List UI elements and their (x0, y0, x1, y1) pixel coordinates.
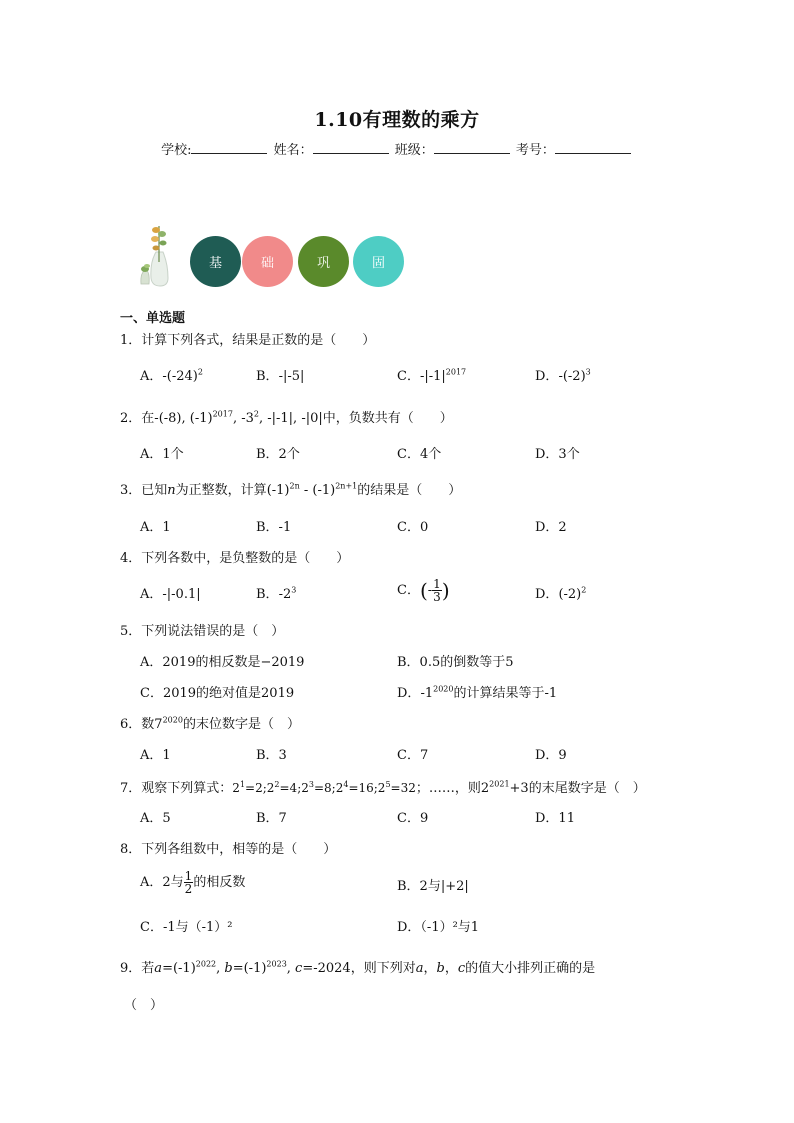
school-label: 学校: (161, 143, 192, 158)
question-6: 6．数$7^{2020}$的末位数字是（ ） (120, 715, 300, 732)
question-7: 7．观察下列算式：$2^1=2;2^2=4;2^3=8;2^4=16;2^5=32$；……，则$2^{2021}+3$的末尾数字是（ ） (120, 779, 646, 796)
name-label: 姓名： (273, 143, 313, 158)
school-blank[interactable] (191, 141, 267, 154)
q6-option-d[interactable]: D．9 (535, 748, 567, 763)
q6-option-b[interactable]: B．3 (256, 748, 287, 763)
question-9-parens: （ ） (124, 998, 164, 1013)
q7-option-a[interactable]: A．5 (140, 811, 171, 826)
q6-option-a[interactable]: A．1 (140, 748, 171, 763)
question-5: 5．下列说法错误的是（ ） (120, 624, 285, 639)
q6-option-c[interactable]: C．7 (397, 748, 429, 763)
q8-option-a[interactable]: A．2与 $\frac{1}{2}$ 的相反数 (140, 869, 246, 896)
q2-option-b[interactable]: B．2个 (256, 447, 300, 462)
question-3: 3．已知n为正整数，计算$(-1)^{2n} - (-1)^{2n+1}$的结果是（ ） (120, 481, 462, 498)
q3-option-a[interactable]: A．1 (140, 520, 171, 535)
q2-option-a[interactable]: A．1个 (140, 447, 184, 462)
banner-circle-1: 基 (190, 236, 241, 287)
question-1: 1．计算下列各式，结果是正数的是（ ） (120, 333, 376, 348)
question-8: 8．下列各组数中，相等的是（ ） (120, 842, 337, 857)
id-label: 考号： (515, 143, 555, 158)
q4-option-d[interactable]: D．$(-2)^2$ (535, 585, 587, 602)
q5-option-d[interactable]: D．$-1^{2020}$的计算结果等于-1 (397, 684, 558, 701)
q2-option-d[interactable]: D．3个 (535, 447, 580, 462)
q4-option-a[interactable]: A．-|-0.1| (140, 587, 201, 602)
q2-option-c[interactable]: C．4个 (397, 447, 442, 462)
plant-vase-icon (138, 222, 178, 288)
page-title: 1.10有理数的乘方 (314, 109, 480, 131)
q5-option-a[interactable]: A．2019的相反数是−2019 (140, 655, 305, 670)
class-label: 班级： (394, 143, 434, 158)
section-heading: 一、单选题 (120, 311, 186, 326)
question-9: 9．若$a=(-1)^{2022}$, $b=(-1)^{2023}$, c=-2024，则下列对a，b，c的值大小排列正确的是 (120, 959, 596, 976)
q7-option-b[interactable]: B．7 (256, 811, 287, 826)
q4-option-b[interactable]: B．$-2^3$ (256, 585, 297, 602)
question-2: 2．在-(-8), $(-1)^{2017}$, $-3^2$, -|-1|, -|0|中，负数共有（ ） (120, 409, 453, 426)
q3-option-c[interactable]: C．0 (397, 520, 429, 535)
q3-option-b[interactable]: B．-1 (256, 520, 292, 535)
question-4: 4．下列各数中，是负整数的是（ ） (120, 551, 350, 566)
q3-option-d[interactable]: D．2 (535, 520, 567, 535)
student-info-line (0, 139, 794, 158)
q5-option-c[interactable]: C．2019的绝对值是2019 (140, 686, 295, 701)
q8-option-d[interactable]: D．（-1）²与1 (397, 920, 480, 935)
id-blank[interactable] (555, 141, 631, 154)
q1-option-b[interactable]: B．-|-5| (256, 369, 305, 384)
q7-option-c[interactable]: C．9 (397, 811, 429, 826)
q7-option-d[interactable]: D．11 (535, 811, 575, 826)
q1-option-a[interactable]: A．$-(-24)^2$ (140, 367, 203, 384)
q5-option-b[interactable]: B．0.5的倒数等于5 (397, 655, 514, 670)
q4-option-c[interactable]: C．(- $\frac{1}{3}$ ) (397, 577, 450, 604)
banner-circle-4: 固 (353, 236, 404, 287)
q8-option-c[interactable]: C．-1与（-1）² (140, 920, 233, 935)
name-blank[interactable] (313, 141, 389, 154)
q1-option-d[interactable]: D．$-(-2)^3$ (535, 367, 591, 384)
q1-option-c[interactable]: C．$-|-1|^{2017}$ (397, 367, 467, 384)
q8-option-b[interactable]: B．2与|+2| (397, 879, 469, 894)
banner-circle-2: 础 (242, 236, 293, 287)
class-blank[interactable] (434, 141, 510, 154)
banner-circle-3: 巩 (298, 236, 349, 287)
